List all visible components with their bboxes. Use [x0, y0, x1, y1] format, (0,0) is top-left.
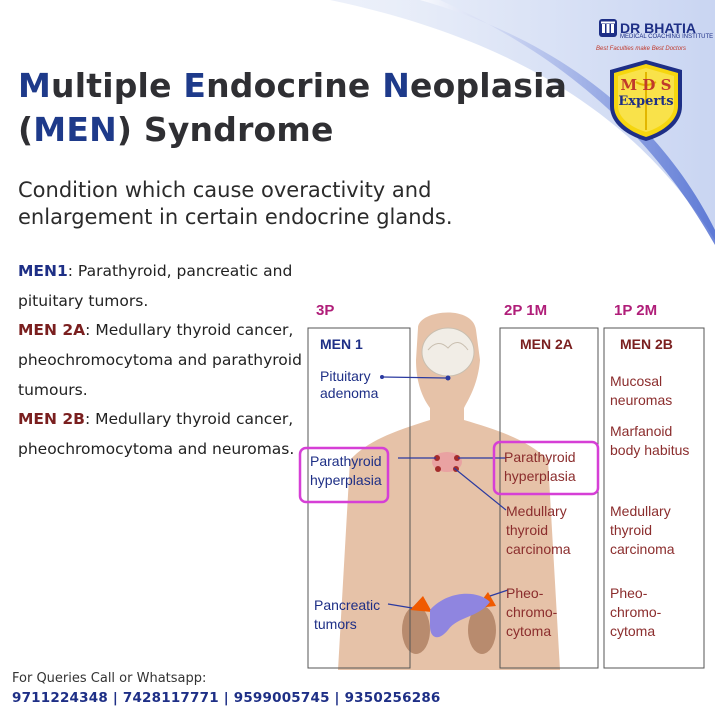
brand-tagline: Best Faculties make Best Doctors — [596, 46, 687, 52]
column-men2a-header: MEN 2A — [520, 336, 573, 352]
men-diagram — [298, 290, 715, 670]
men1-text: : Parathyroid, pancreatic and pituitary tumors. — [18, 262, 293, 310]
label-3p: 3P — [316, 302, 335, 319]
title-word: eoplasia — [410, 66, 568, 105]
title-abbrev: MEN — [33, 110, 117, 149]
men1-label: MEN1 — [18, 262, 68, 280]
men2a-parathyroid-hyperplasia: Parathyroid hyperplasia — [504, 449, 576, 484]
title-word: ndocrine — [206, 66, 383, 105]
brand-name: DR BHATIA — [620, 20, 696, 36]
column-men2b-header: MEN 2B — [620, 336, 673, 352]
mds-experts-badge — [606, 58, 686, 142]
title-initial-m: M — [18, 66, 52, 105]
men2a-label: MEN 2A — [18, 321, 86, 339]
men2b-medullary-thyroid-carcinoma: Medullary thyroid carcinoma — [610, 503, 675, 557]
label-2p1m: 2P 1M — [504, 302, 548, 319]
men1-pancreatic-tumors: Pancreatic tumors — [314, 597, 381, 632]
men1-pituitary-adenoma: Pituitary adenoma — [320, 368, 379, 401]
title-paren: ( — [18, 110, 34, 149]
men2a-medullary-thyroid-carcinoma: Medullary thyroid carcinoma — [506, 503, 571, 557]
men2b-mucosal-neuromas: Mucosal neuromas — [610, 373, 673, 408]
page-subtitle: Condition which cause overactivity and enlargement in certain endocrine glands. — [18, 178, 453, 229]
label-1p2m: 1P 2M — [614, 302, 658, 319]
footer-queries: For Queries Call or Whatsapp: — [12, 671, 207, 686]
footer-phone-numbers[interactable]: 9711224348 | 7428117771 | 9599005745 | 9350256286 — [12, 690, 441, 706]
building-icon — [598, 18, 618, 38]
men1-parathyroid-hyperplasia: Parathyroid hyperplasia — [310, 453, 382, 488]
men2a-pheochromocytoma: Pheo-chromo-cytoma — [506, 585, 558, 639]
badge-line2: Experts — [618, 94, 674, 109]
men1-description — [18, 256, 318, 316]
men2b-label: MEN 2B — [18, 410, 85, 428]
column-men1-header: MEN 1 — [320, 336, 363, 352]
title-word: ) Syndrome — [116, 110, 334, 149]
title-initial-n: N — [382, 66, 411, 105]
page-title — [18, 64, 578, 152]
title-line-2 — [18, 108, 578, 152]
men2b-pheochromocytoma: Pheo-chromo-cytoma — [610, 585, 662, 639]
institute-logo — [598, 18, 618, 38]
men2a-text: : Medullary thyroid cancer, pheochromocytoma and parathyroid tumours. — [18, 321, 302, 399]
men2b-text: : Medullary thyroid cancer, pheochromocytoma and neuromas. — [18, 410, 295, 458]
title-word: ultiple — [51, 66, 184, 105]
title-initial-e: E — [183, 66, 207, 105]
men2a-description — [18, 315, 318, 405]
men2b-description — [18, 404, 318, 464]
title-line-1 — [18, 64, 578, 108]
men2b-marfanoid-body-habitus: Marfanoid body habitus — [610, 423, 690, 458]
badge-line1: M D S — [620, 76, 672, 94]
brand-subname: MEDICAL COACHING INSTITUTE — [620, 34, 714, 40]
